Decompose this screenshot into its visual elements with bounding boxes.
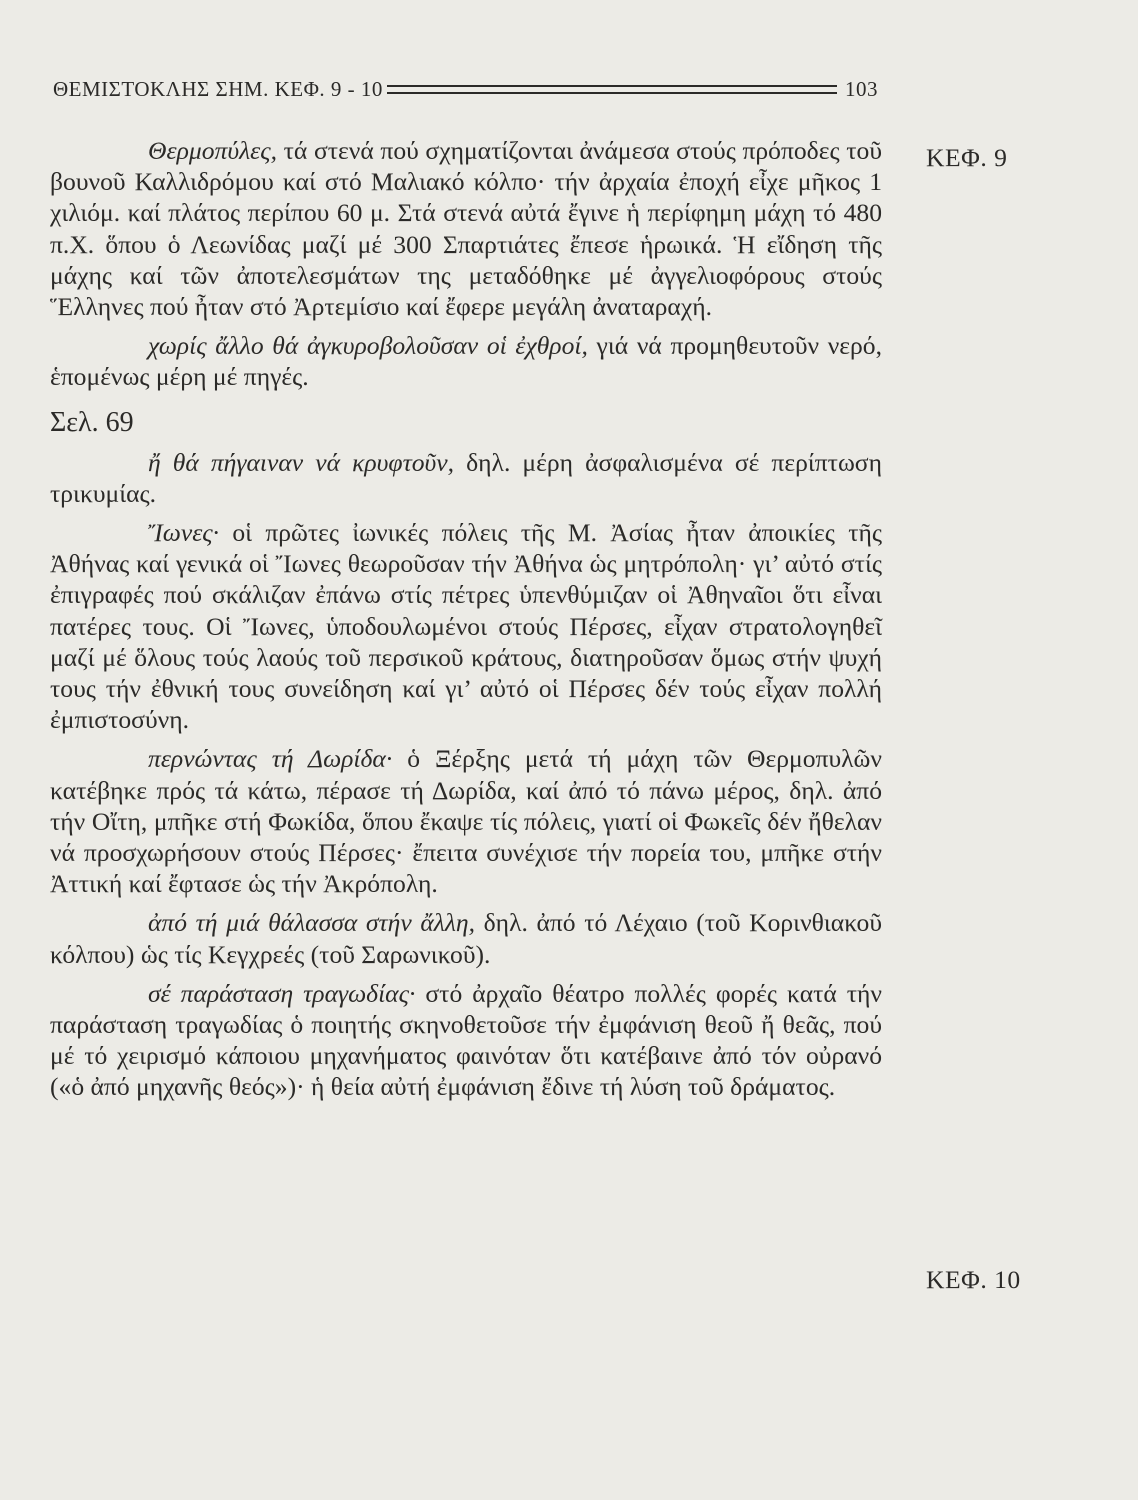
running-header	[53, 74, 878, 104]
note-thermopylae	[50, 135, 882, 322]
note-text: δηλ. ἀπό τό Λέχαιο (τοῦ Κορινθιακοῦ κόλπου) ὡς τίς Κεγχρεές (τοῦ Σαρωνικοῦ).	[50, 908, 882, 969]
running-title: ΘΕΜΙΣΤΟΚΛΗΣ ΣΗΜ. ΚΕΦ. 9 - 10	[53, 76, 383, 101]
note-text: οἱ πρῶτες ἰωνικές πόλεις τῆς Μ. Ἀσίας ἦταν ἀποικίες τῆς Ἀθήνας καί γενικά οἱ Ἴωνες θεωροῦσαν τήν Ἀθήνα ὡς μητρόπολη· γι’ αὐτό στίς ἐπιγραφές πού σκάλιζαν ἐπάνω στίς πέτρες ὑπενθύμιζαν οἱ Ἀθηναῖοι ὅτι εἶναι πατέρες τους. Οἱ Ἴωνες, ὑποδουλωμένοι στούς Πέρσες, εἶχαν στρατολογηθεῖ μαζί μέ ὅλους τούς λαούς τοῦ περσικοῦ κράτους, διατηροῦσαν ὅμως στήν ψυχή τους τήν ἐθνική τους συνείδηση καί γι’ αὐτό οἱ Πέρσες δέν τούς εἶχαν πολλή ἐμπιστοσύνη.	[50, 518, 882, 735]
header-double-rule	[387, 85, 837, 94]
note-lemma: Ἴωνες·	[148, 518, 220, 548]
margin-label-chapter-9: ΚΕΦ. 9	[926, 143, 1008, 172]
note-text: τά στενά πού σχηματίζονται ἀνάμεσα στούς πρόποδες τοῦ βουνοῦ Καλλιδρόμου καί στό Μαλιακό κόλπο· τήν ἀρχαία ἐποχή εἶχε μῆκος 1 χιλιόμ. καί πλάτος περίπου 60 μ. Στά στενά αὐτά ἔγινε ἡ περίφημη μάχη τό 480 π.Χ. ὅπου ὁ Λεωνίδας μαζί μέ 300 Σπαρτιάτες ἔπεσε ἡρωικά. Ἡ εἴδηση τῆς μάχης καί τῶν ἀποτελεσμάτων της μεταδόθηκε μέ ἀγγελιοφόρους στούς Ἕλληνες πού ἦταν στό Ἀρτεμίσιο καί ἔφερε μεγάλη ἀναταραχή.	[50, 136, 882, 322]
note-tragedy	[50, 978, 882, 1103]
note-lemma: χωρίς ἄλλο θά ἀγκυροβολοῦσαν οἱ ἐχθροί,	[148, 331, 588, 361]
page-number: 103	[845, 76, 878, 101]
note-doris	[50, 743, 882, 899]
note-lemma: ἀπό τή μιά θάλασσα στήν ἄλλη,	[148, 908, 476, 938]
note-lemma: σέ παράσταση τραγωδίας·	[148, 978, 416, 1008]
note-text: ὁ Ξέρξης μετά τή μάχη τῶν Θερμοπυλῶν κατέβηκε πρός τά κάτω, πέρασε τή Δωρίδα, καί ἀπό τό πάνω μέρος, δηλ. ἀπό τήν Οἴτη, μπῆκε στή Φωκίδα, ὅπου ἔκαψε τίς πόλεις, γιατί οἱ Φωκεῖς δέν ἤθελαν νά προσχωρήσουν στούς Πέρσες· ἔπειτα συνέχισε τήν πορεία του, μπῆκε στήν Ἀττική καί ἔφτασε ὡς τήν Ἀκρόπολη.	[50, 744, 882, 899]
commentary-body	[50, 135, 882, 1111]
note-lemma: ἤ θά πήγαιναν νά κρυφτοῦν,	[148, 447, 455, 477]
margin-label-chapter-10: ΚΕΦ. 10	[926, 1265, 1021, 1294]
note-text: δηλ. μέρη ἀσφαλισμένα σέ περίπτωση τρικυμίας.	[50, 447, 882, 508]
note-sea-to-sea	[50, 907, 882, 969]
section-heading: Σελ. 69	[50, 406, 134, 438]
note-text: στό ἀρχαῖο θέατρο πολλές φορές κατά τήν παράσταση τραγωδίας ὁ ποιητής σκηνοθετοῦσε τήν ἐμφάνιση θεοῦ ἤ θεᾶς, πού μέ τό χειρισμό κάποιου μηχανήματος φαινόταν ὅτι κατέβαινε ἀπό τόν οὐρανό («ὁ ἀπό μηχανῆς θεός»)· ἡ θεία αὐτή ἐμφάνιση ἔδινε τή λύση τοῦ δράματος.	[50, 978, 882, 1102]
note-hiding	[50, 447, 882, 509]
note-lemma: Θερμοπύλες,	[148, 136, 278, 165]
note-lemma: περνώντας τή Δωρίδα·	[148, 744, 393, 774]
note-anchoring	[50, 330, 882, 392]
note-ionians	[50, 517, 882, 735]
note-text: γιά νά προμηθευτοῦν νερό, ἑπομένως μέρη μέ πηγές.	[50, 331, 883, 392]
